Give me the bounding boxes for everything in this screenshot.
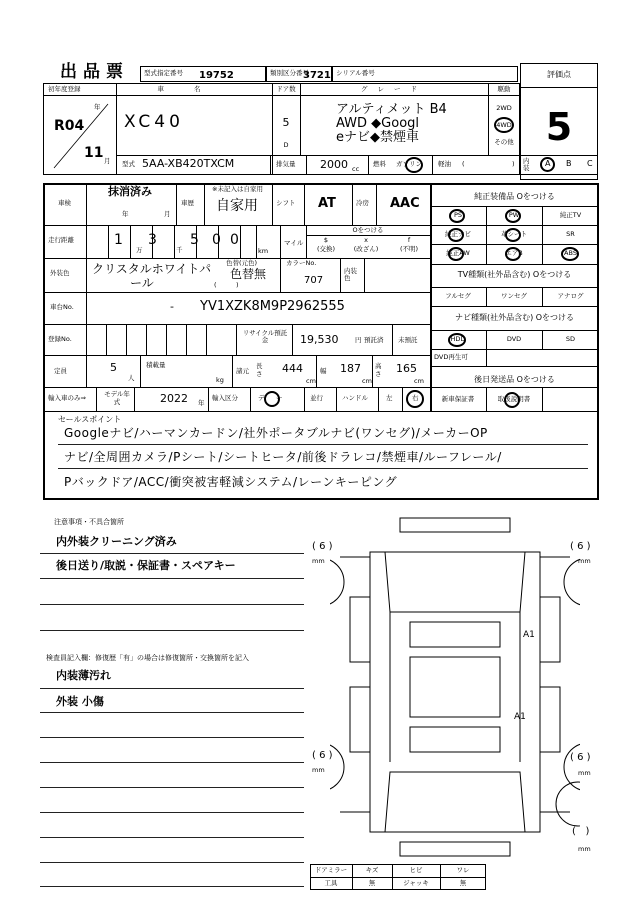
recycle-value: 19,530	[300, 333, 339, 346]
footer-h2: キズ	[365, 866, 379, 874]
model-no-box	[140, 66, 266, 82]
equip-title: 純正装備品 Oをつける	[474, 192, 555, 201]
interior-a-circle	[540, 157, 555, 172]
score-value: 5	[545, 105, 573, 149]
handle-label: ハンドル	[342, 394, 368, 402]
tread-fl-value: 6	[319, 541, 326, 552]
mileage-km: km	[258, 247, 269, 255]
car-damage-diagram	[330, 512, 580, 862]
int-color-label: 内装色	[344, 267, 357, 283]
inspector-line-1: 内装薄汚れ	[56, 669, 111, 682]
model-year-suffix: 年	[198, 399, 205, 407]
mark-label: Oをつける	[352, 226, 384, 234]
color-no-label: カラーNo.	[286, 259, 317, 267]
mileage-digit-3: 5	[190, 232, 199, 248]
len-label: 長さ	[256, 362, 263, 378]
fuel-diesel: 軽油	[438, 160, 451, 168]
tread-rr-open: (	[570, 752, 574, 763]
drive-2wd: 2WD	[496, 104, 512, 112]
equip-airbag-circle	[505, 247, 521, 261]
diagram-mark-1: A1	[523, 630, 535, 640]
footer-v4: 無	[459, 879, 467, 887]
mile-opt-1-sym: $	[323, 236, 329, 244]
tv-title: TV種類(社外品含む) Oをつける	[457, 270, 572, 279]
rear-right-tire	[564, 743, 580, 791]
tread-fl	[312, 541, 333, 553]
first-reg-year: R04	[54, 118, 85, 134]
wid-label: 幅	[320, 367, 327, 375]
interior-c: C	[587, 159, 593, 168]
tread-rr	[570, 752, 591, 764]
month-suffix: 月	[104, 157, 111, 165]
mile-opt-1-label: (交換)	[316, 245, 336, 253]
tread-fl-close: )	[328, 541, 333, 552]
height-value: 165	[396, 362, 417, 375]
repaint-paren: ( )	[214, 281, 239, 289]
recycle-yen: 円	[355, 336, 362, 344]
first-reg-label: 初年度登録	[48, 85, 81, 93]
equip-aw-circle	[448, 247, 464, 261]
shift-label: シフト	[276, 199, 296, 207]
tread-fl-mm: mm	[312, 557, 325, 565]
equip-abs-circle	[561, 247, 579, 261]
hgt-label: 高さ	[375, 362, 382, 378]
spare-open: (	[572, 826, 576, 837]
disp-value: 2000	[320, 158, 348, 171]
load-label: 積載量	[146, 361, 166, 369]
inspector-line-2: 外装 小傷	[56, 695, 104, 708]
capacity-unit: 人	[128, 374, 135, 382]
tv-oneseg: ワンセグ	[501, 292, 527, 300]
reg-label: 登録No.	[48, 335, 72, 343]
mile-opt-2-label: (改ざん)	[353, 245, 379, 253]
handle-left: 左	[386, 394, 393, 402]
vin-label: 車台No.	[50, 303, 74, 311]
later-manual: 取扱説明書	[497, 395, 531, 403]
length-cm: cm	[306, 377, 316, 385]
class-no-value: 3721	[303, 70, 331, 81]
equip-navi-circle	[448, 228, 464, 242]
recycle-paid: 預託済	[364, 336, 384, 344]
dims-label: 諸元	[236, 367, 249, 375]
mileage-digit-2: 3	[148, 232, 157, 248]
notes-line-2: 後日送り/取説・保証書・スペアキー	[56, 559, 236, 572]
equip-tv: 純正TV	[559, 211, 582, 219]
recycle-label: リサイクル預託金	[242, 329, 288, 345]
height-cm: cm	[414, 377, 424, 385]
handle-right-circle	[406, 390, 424, 408]
tv-analog: アナログ	[557, 292, 584, 300]
inspect-value: 抹消済み	[108, 185, 152, 198]
page-title: 出品票	[60, 62, 129, 82]
tv-fullseg: フルセグ	[445, 292, 471, 300]
year-suffix: 年	[94, 103, 101, 111]
drive-label: 駆動	[497, 85, 511, 93]
vin-dash: -	[170, 300, 174, 313]
import-type-label: 輸入区分	[212, 394, 238, 402]
interior-label: 内装	[523, 157, 530, 172]
repaint-value: 色替無	[230, 267, 267, 281]
tread-rl-mm: mm	[312, 766, 325, 774]
color-value-1: クリスタルホワイトパ	[92, 262, 212, 276]
doors-label: ドア数	[276, 85, 296, 93]
front-left-tire	[330, 558, 344, 606]
length-value: 444	[282, 362, 303, 375]
mileage-digit-5: 0	[230, 232, 239, 248]
footer-h3: ヒビ	[409, 866, 423, 874]
tread-rl	[312, 750, 333, 762]
mile-opt-2-sym: x	[364, 236, 368, 244]
equip-ps-circle	[449, 209, 465, 223]
import-dealer-circle	[264, 391, 280, 407]
fuel-other-close: )	[512, 160, 515, 168]
fuel-other-open: (	[462, 160, 465, 168]
first-reg-slash	[48, 100, 114, 172]
mile-opt-3-sym: f	[407, 236, 411, 244]
doors-value: 5	[282, 116, 290, 129]
fuel-label: 燃料	[373, 160, 386, 168]
equip-sr: SR	[566, 230, 575, 238]
mileage-label: 走行距離	[48, 236, 74, 244]
notes-line-1: 内外装クリーニング済み	[56, 535, 177, 548]
model-no-label: 型式指定番号	[144, 69, 183, 77]
disp-label: 排気量	[276, 160, 296, 168]
tread-rl-value: 6	[319, 750, 326, 761]
mile-label: マイル	[284, 239, 304, 247]
mileage-sen: 千	[176, 246, 183, 254]
navi-hdd-circle	[448, 333, 466, 347]
recycle-unpaid: 未預託	[398, 336, 418, 344]
dvd-playback: DVD再生可	[434, 353, 468, 361]
footer-h4: ワレ	[456, 866, 470, 874]
sales-line-3: Pバックドア/ACC/衝突被害軽減システム/レーンキーピング	[64, 475, 398, 489]
tread-fr	[570, 541, 591, 553]
equip-pw-circle	[505, 209, 521, 223]
equip-pw: PW	[508, 211, 520, 219]
tread-rr-close: )	[586, 752, 591, 763]
later-manual-circle	[504, 392, 520, 408]
navi-hdd: HDD	[450, 335, 466, 343]
spare-bracket	[572, 826, 589, 838]
handle-right: 右	[412, 394, 419, 402]
tread-fl-open: (	[312, 541, 316, 552]
tread-rl-open: (	[312, 750, 316, 761]
tread-fr-mm: mm	[578, 557, 591, 565]
fuel-gasoline-circle	[405, 157, 423, 173]
equip-abs: ABS	[564, 249, 577, 257]
sales-line-1: Googleナビ/ハーマンカードン/社外ポータブルナビ(ワンセグ)/メーカーOP	[64, 426, 488, 440]
inspector-title: 検査員記入欄：修復歴「有」の場合は修復箇所・交換箇所を記入	[46, 654, 249, 662]
repaint-label: 色替(元色)	[226, 259, 258, 267]
later-warranty: 新車保証書	[441, 395, 475, 403]
ac-value: AAC	[390, 196, 420, 211]
import-dealer-2: ー	[276, 394, 283, 402]
serial-no-label: シリアル番号	[336, 69, 375, 77]
inspect-label: 車検	[58, 199, 71, 207]
import-parallel: 並行	[310, 394, 323, 402]
class-no-box	[266, 66, 332, 82]
later-title: 後日発送品 Oをつける	[474, 375, 555, 384]
spare-mm: mm	[578, 845, 591, 853]
inspect-month: 月	[164, 210, 171, 218]
navi-title: ナビ種類(社外品含む) Oをつける	[454, 313, 575, 322]
capacity-label: 定員	[54, 367, 67, 375]
equip-leather-circle	[505, 228, 521, 242]
footer-v1: 工具	[324, 879, 338, 887]
interior-b: B	[566, 159, 572, 168]
grade-label: グレード	[361, 85, 427, 93]
inspect-year: 年	[122, 210, 129, 218]
capacity-value: 5	[110, 361, 117, 374]
sales-line-2: ナビ/全周囲カメラ/Pシート/シートヒータ/前後ドラレコ/禁煙車/ルーフレール/	[64, 450, 502, 464]
import-label: 輸入車のみ⇒	[48, 394, 86, 402]
drive-4wd-circle	[494, 117, 514, 133]
width-cm: cm	[362, 377, 372, 385]
notes-title: 注意事項・不具合箇所	[54, 518, 124, 526]
shift-value: AT	[318, 196, 336, 211]
ac-label: 冷房	[356, 199, 369, 207]
tread-rl-close: )	[328, 750, 333, 761]
history-note: ※未記入は自家用	[212, 185, 263, 193]
equip-ps: PS	[453, 211, 463, 219]
spare-close: )	[585, 826, 590, 837]
interior-a: A	[545, 159, 551, 168]
color-value-2: ール	[130, 276, 154, 290]
equip-leather: 革シート	[501, 230, 527, 238]
mileage-digit-4: 0	[212, 232, 221, 248]
car-name-value: XC40	[124, 112, 184, 132]
mile-opt-3-label: (不明)	[399, 245, 419, 253]
model-year-label: モデル年式	[104, 390, 130, 406]
tread-fr-close: )	[586, 541, 591, 552]
model-no-value: 19752	[199, 70, 234, 81]
score-label: 評価点	[547, 70, 571, 79]
drive-other: その他	[494, 138, 514, 146]
first-reg-month: 11	[84, 145, 104, 161]
model-label: 型式	[122, 160, 135, 168]
car-name-label: 車名	[157, 85, 231, 93]
model-year-value: 2022	[160, 392, 188, 405]
footer-v2: 無	[368, 879, 376, 887]
history-value: 自家用	[216, 198, 258, 214]
color-no-value: 707	[304, 275, 324, 286]
class-no-label: 類別区分番号	[270, 69, 309, 77]
tread-rr-mm: mm	[578, 769, 591, 777]
footer-h1: ドアミラー	[314, 866, 348, 874]
fuel-gasoline: ガソリン	[396, 160, 422, 168]
mileage-digit-1: 1	[114, 232, 123, 248]
vin-value: YV1XZK8M9P2962555	[200, 299, 345, 314]
tread-fr-open: (	[570, 541, 574, 552]
history-label: 車歴	[181, 199, 194, 207]
mileage-man: 万	[136, 246, 143, 254]
drive-4wd: 4WD	[496, 121, 512, 129]
width-value: 187	[340, 362, 361, 375]
equip-navi: 純正ナビ	[445, 230, 471, 238]
color-label: 外装色	[50, 269, 70, 277]
navi-sd: SD	[565, 335, 576, 343]
tread-rr-value: 6	[577, 752, 584, 763]
grade-line-1: アルティメット B4	[336, 102, 447, 117]
diagram-mark-2: A1	[514, 712, 526, 722]
grade-line-2: AWD ◆Googl	[336, 116, 420, 131]
import-dealer: デ	[258, 394, 265, 402]
equip-aw: 純正AW	[446, 249, 470, 257]
sales-label: セールスポイント	[58, 415, 122, 424]
disp-cc: cc	[352, 165, 360, 173]
load-unit: kg	[216, 376, 224, 384]
navi-dvd: DVD	[506, 335, 522, 343]
tread-fr-value: 6	[577, 541, 584, 552]
grade-line-3: eナビ◆禁煙車	[336, 130, 419, 145]
footer-v3: ジャッキ	[403, 879, 429, 887]
model-value: 5AA-XB420TXCM	[142, 157, 235, 170]
serial-no-box	[332, 66, 518, 82]
door-suffix: D	[283, 141, 289, 149]
equip-airbag: エアB	[505, 249, 523, 257]
